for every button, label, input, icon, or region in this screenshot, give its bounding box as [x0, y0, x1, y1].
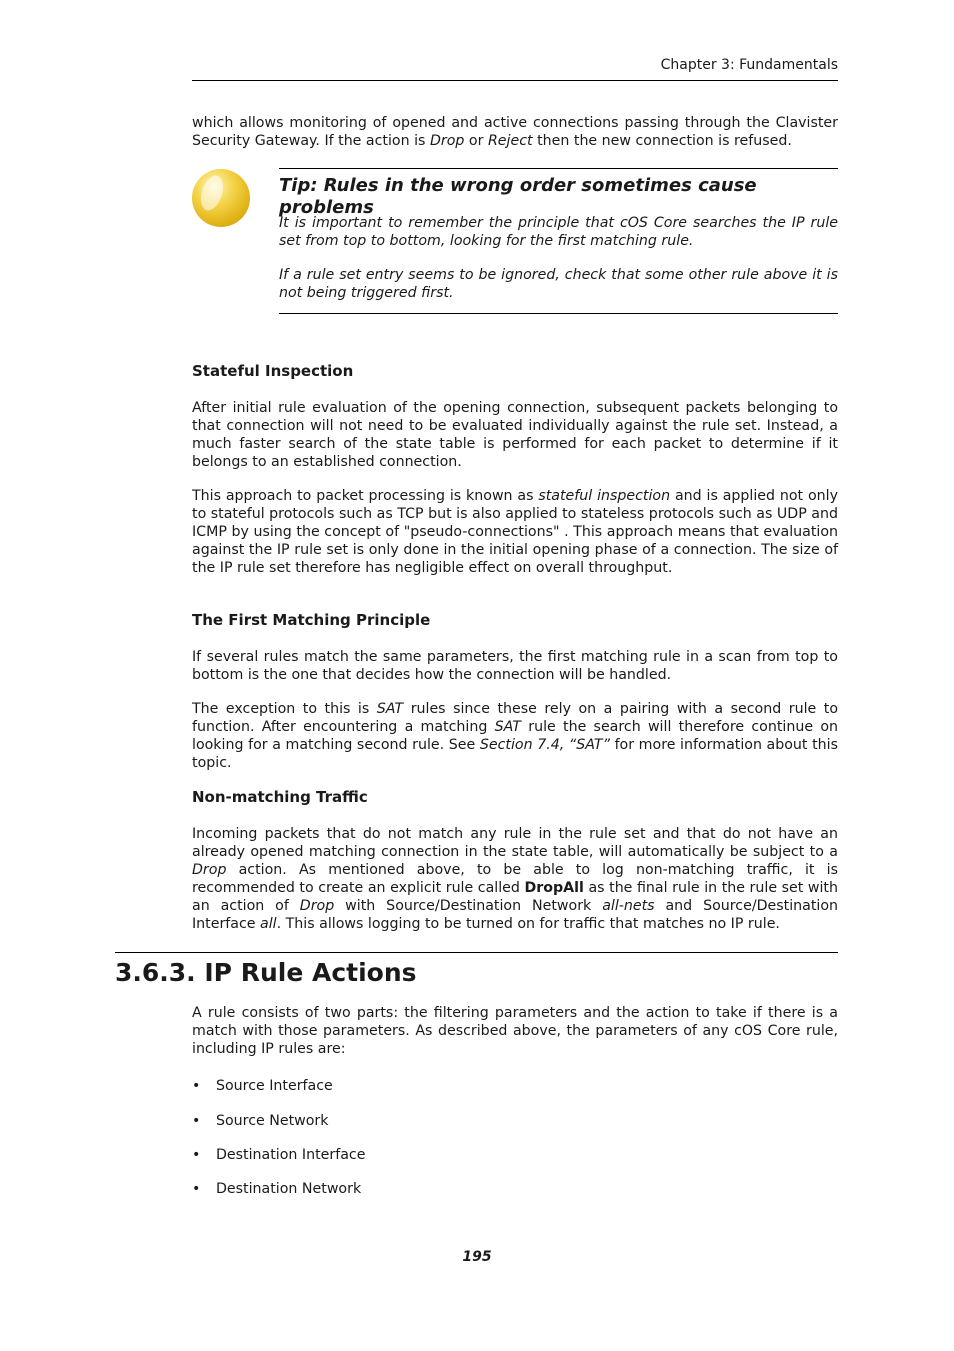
intro-paragraph: which allows monitoring of opened and active connections passing through the Clavister Security Gateway. If the action is Drop or Reject then the new connection is refused. — [192, 115, 838, 149]
first-match-paragraph-2: The exception to this is SAT rules since these rely on a pairing with a second rule to function. After encountering a matching SAT rule the search will therefore continue on looking for a matching second rule. See Section 7.4, “SAT” for more information about this topic. — [192, 701, 839, 771]
section-7-4-link[interactable]: Section 7.4, “SAT” — [479, 737, 610, 753]
tip-rule-bottom — [279, 313, 838, 314]
first-match-paragraph-1: If several rules match the same parameters, the first matching rule in a scan from top to bottom is the one that decides how the connection will be handled. — [192, 649, 838, 683]
tip-paragraph-2: If a rule set entry seems to be ignored, check that some other rule above it is not being triggered first. — [279, 267, 838, 301]
stateful-paragraph-1: After initial rule evaluation of the opening connection, subsequent packets belonging to that connection will not need to be evaluated individually against the rule set. Instead, a much faster search of the state table is performed for each packet to determine if it belongs to an established connection. — [192, 400, 838, 470]
page-number: 195 — [462, 1249, 492, 1265]
section-rule — [115, 952, 838, 953]
section-title: 3.6.3. IP Rule Actions — [115, 958, 417, 987]
list-item-label: Destination Interface — [216, 1147, 366, 1163]
bullet-icon: • — [192, 1147, 201, 1163]
running-head: Chapter 3: Fundamentals — [660, 57, 838, 73]
heading-first-matching-principle: The First Matching Principle — [192, 611, 431, 629]
bullet-icon: • — [192, 1078, 201, 1094]
tip-paragraph-1: It is important to remember the principle that cOS Core searches the IP rule set from top to bottom, looking for the first matching rule. — [279, 215, 838, 249]
header-rule — [192, 80, 838, 81]
bullet-icon: • — [192, 1181, 201, 1197]
stateful-paragraph-2: This approach to packet processing is known as stateful inspection and is applied not only to stateful protocols such as TCP but is also applied to stateless protocols such as UDP and ICMP by using the concept of "pseudo-connections" . This approach means that evaluation against the IP rule set is only done in the initial opening phase of a connection. The size of the IP rule set therefore has negligible effect on overall throughput. — [192, 488, 838, 576]
non-matching-paragraph: Incoming packets that do not match any rule in the rule set and that do not have an already opened matching connection in the state table, will automatically be subject to a Drop action. As mentioned above, to be able to log non-matching traffic, it is recommended to create an explicit rule called DropAll as the final rule in the rule set with an action of Drop with Source/Destination Network all-nets and Source/Destination Interface all. This allows logging to be turned on for traffic that matches no IP rule. — [192, 826, 839, 932]
bullet-icon: • — [192, 1113, 201, 1129]
stateful-body — [192, 399, 838, 577]
tip-title: Tip: Rules in the wrong order sometimes cause problems — [279, 175, 757, 218]
heading-non-matching-traffic: Non-matching Traffic — [192, 788, 368, 806]
list-item-label: Destination Network — [216, 1181, 362, 1197]
list-item-label: Source Interface — [216, 1078, 333, 1094]
heading-stateful-inspection: Stateful Inspection — [192, 362, 354, 380]
list-item-label: Source Network — [216, 1113, 329, 1129]
tip-rule-top — [279, 168, 838, 169]
first-match-body — [192, 648, 838, 772]
section-intro-paragraph: A rule consists of two parts: the filtering parameters and the action to take if there is a match with those parameters. As described above, the parameters of any cOS Core rule, including IP rules are: — [192, 1005, 838, 1057]
lightbulb-tip-icon — [192, 169, 250, 227]
